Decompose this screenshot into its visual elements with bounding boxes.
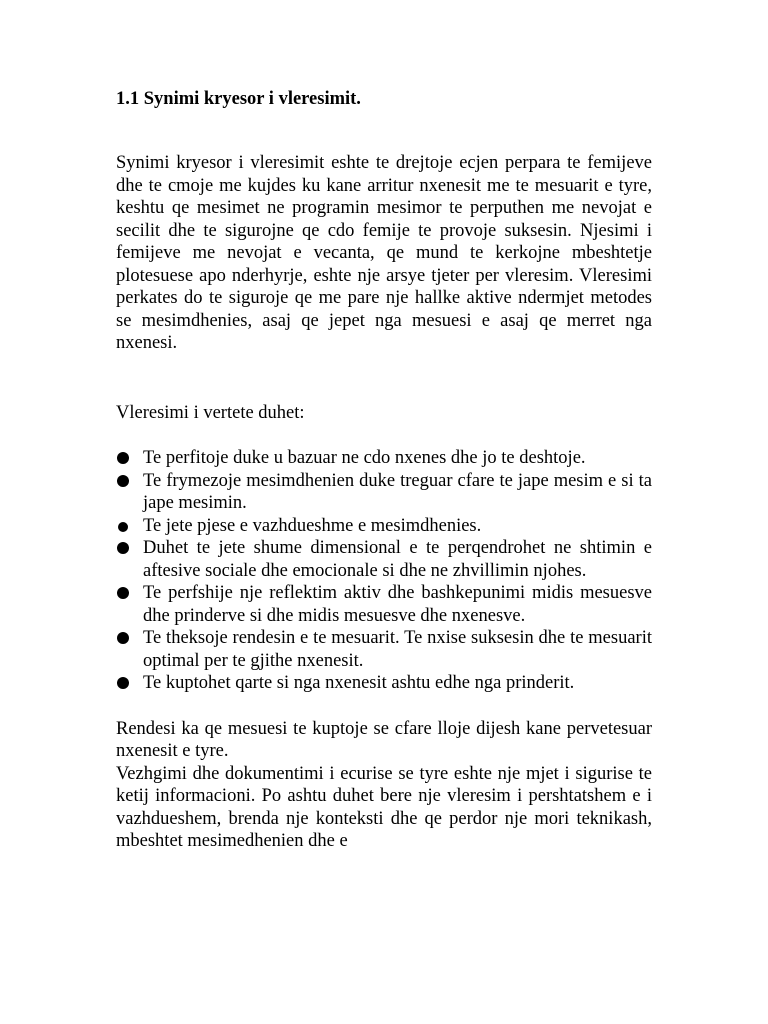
list-item-text: Te kuptohet qarte si nga nxenesit ashtu edhe nga prinderit. — [143, 673, 575, 693]
list-item-text: Te jete pjese e vazhdueshme e mesimdhenies. — [143, 515, 482, 536]
bullet-dot-icon — [117, 587, 129, 599]
list-item-text: Te perfshije nje reflektim aktiv dhe bashkepunimi midis mesuesve dhe prinderve si dhe midis mesuesve dhe nxenesve. — [143, 583, 652, 626]
list-item-text: Te perfitoje duke u bazuar ne cdo nxenes dhe jo te deshtoje. — [143, 448, 586, 468]
bullet-dot-icon — [117, 542, 129, 554]
bullet-list — [116, 447, 652, 695]
intro-paragraph: Synimi kryesor i vleresimit eshte te drejtoje ecjen perpara te femijeve dhe te cmoje me kujdes ku kane arritur nxenesit me te mesuarit e tyre, keshtu qe mesimet ne programin mesimor te perputhen me nevojat e secilit dhe te sigurojne qe cdo femije te provoje suksesin. Njesimi i femijeve me nevojat e vecanta, qe mund te kerkojne mbeshtetje plotesuese apo nderhyrje, eshte nje arsye tjeter per vleresim. Vleresimi perkates do te siguroje qe me pare nje hallke aktive ndermjet metodes se mesimdhenies, asaj qe jepet nga mesuesi e asaj qe merret nga nxenesi. — [116, 153, 652, 353]
document-content — [116, 88, 652, 853]
bullet-dot-icon — [117, 677, 129, 689]
list-lead: Vleresimi i vertete duhet: — [116, 402, 305, 423]
bullet-dot-icon — [118, 522, 128, 532]
bullet-dot-icon — [117, 475, 129, 487]
section-heading: 1.1 Synimi kryesor i vleresimit. — [116, 89, 361, 109]
list-item-text: Duhet te jete shume dimensional e te perqendrohet ne shtimin e aftesive sociale dhe emocionale si dhe ne zhvillimin njohes. — [143, 538, 652, 581]
list-item — [116, 537, 652, 582]
bullet-dot-icon — [117, 632, 129, 644]
closing-paragraph-2: Vezhgimi dhe dokumentimi i ecurise se tyre eshte nje mjet i sigurise te ketij informacioni. Po ashtu duhet bere nje vleresim i pershtatshem e i vazhdueshem, brenda nje konteksti dhe qe perdor nje mori teknikash, mbeshtet mesimedhenien dhe e — [116, 763, 652, 851]
list-item — [116, 582, 652, 627]
list-item-text: Te theksoje rendesin e te mesuarit. Te nxise suksesin dhe te mesuarit optimal per te gjithe nxenesit. — [143, 628, 652, 671]
list-item — [116, 447, 652, 470]
list-item-text: Te frymezoje mesimdhenien duke treguar cfare te jape mesim e si ta jape mesimin. — [143, 470, 652, 513]
list-item — [116, 515, 652, 538]
closing-paragraph-1: Rendesi ka qe mesuesi te kuptoje se cfare lloje dijesh kane pervetesuar nxenesit e tyre. — [116, 718, 652, 761]
list-item — [116, 627, 652, 672]
list-item — [116, 470, 652, 515]
bullet-dot-icon — [117, 452, 129, 464]
list-item — [116, 672, 652, 695]
